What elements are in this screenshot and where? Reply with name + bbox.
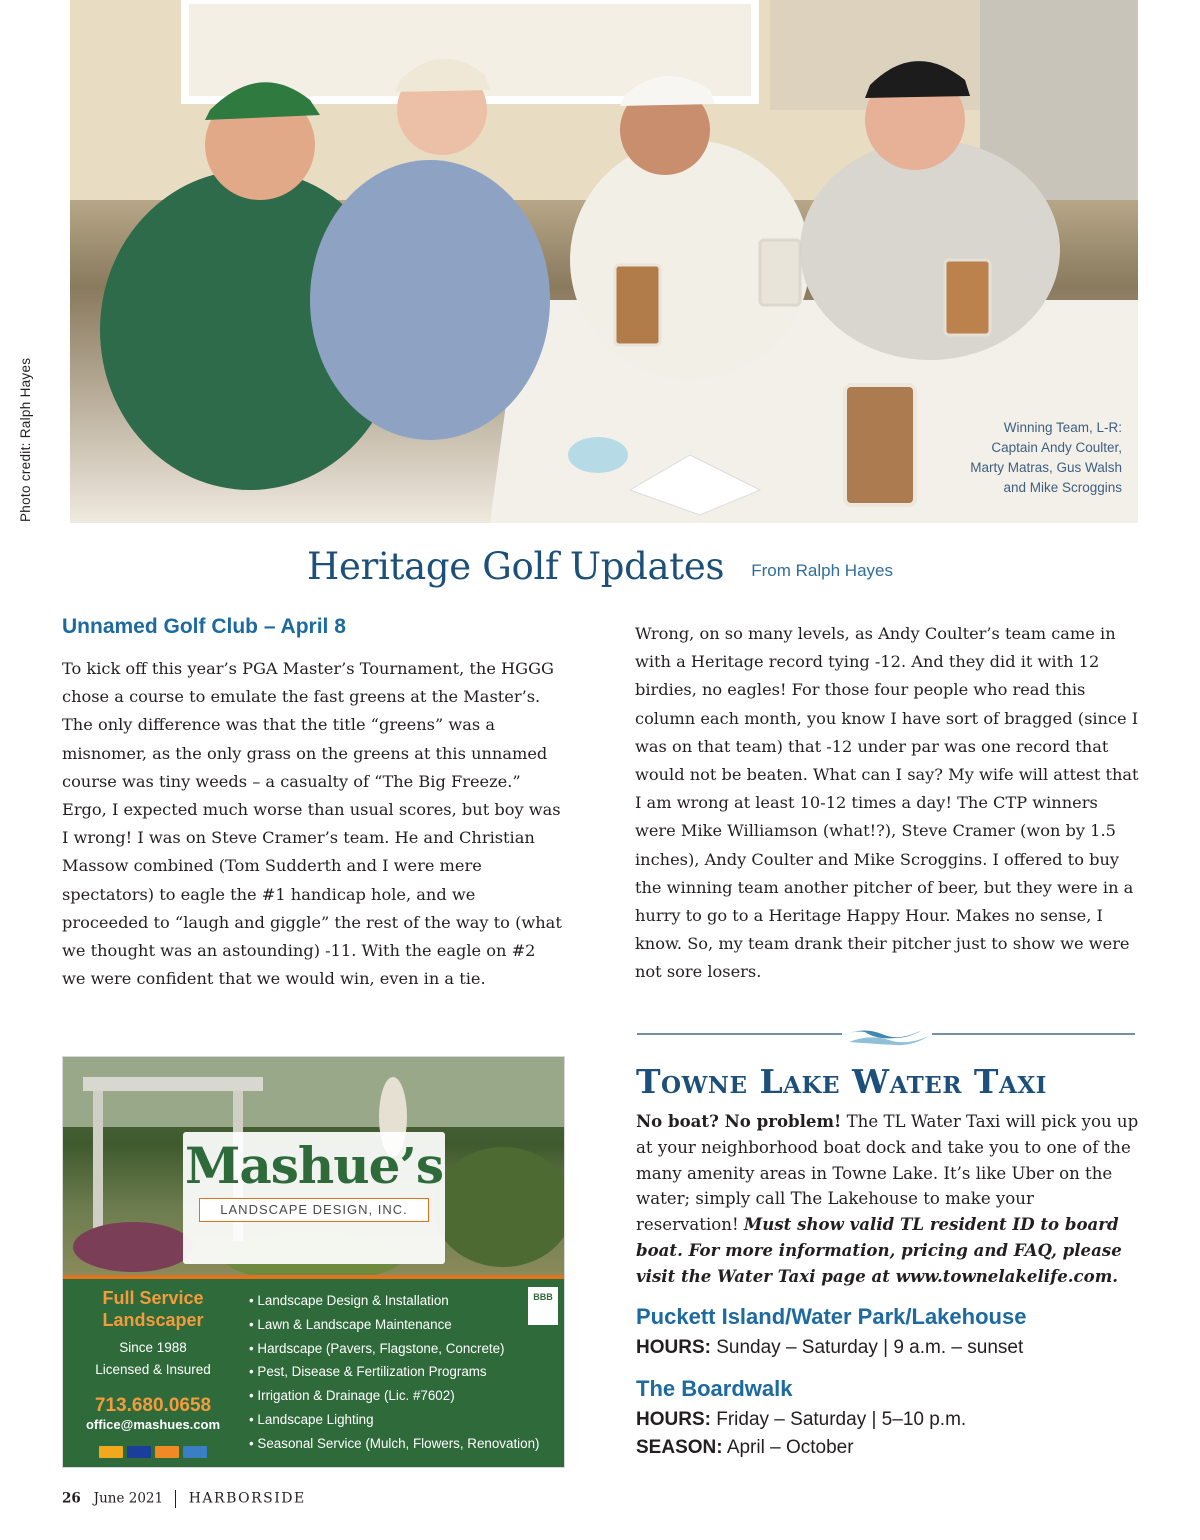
article-subhead: Unnamed Golf Club – April 8 bbox=[62, 615, 346, 638]
ad-service-item: • Landscape Design & Installation bbox=[249, 1289, 549, 1313]
season-value: April – October bbox=[726, 1436, 854, 1458]
water-taxi-body bbox=[636, 1109, 1141, 1290]
ad-garden-photo bbox=[63, 1057, 565, 1275]
ad-service-item: • Lawn & Landscape Maintenance bbox=[249, 1313, 549, 1337]
ad-services-list bbox=[249, 1289, 549, 1456]
article-title: Heritage Golf Updates bbox=[307, 545, 725, 588]
ad-logo-name: Mashue’s bbox=[185, 1136, 443, 1195]
amex-icon bbox=[183, 1446, 207, 1458]
article-right-column bbox=[635, 620, 1140, 987]
visa-icon bbox=[127, 1446, 151, 1458]
location-hours bbox=[636, 1334, 1141, 1362]
location-title: The Boardwalk bbox=[636, 1375, 793, 1401]
ad-service-item: • Seasonal Service (Mulch, Flowers, Renovation) bbox=[249, 1432, 549, 1456]
page-number: 26 bbox=[62, 1490, 81, 1507]
ad-contact-block bbox=[63, 1287, 243, 1458]
ad-phone[interactable]: 713.680.0658 bbox=[94, 1395, 212, 1416]
team-photo bbox=[70, 0, 1138, 523]
caption-line: and Mike Scroggins bbox=[1003, 480, 1122, 495]
photo-caption bbox=[970, 418, 1122, 498]
water-taxi-text: The TL Water Taxi will pick you up at your neighborhood boat dock and take you to one of the many amenity areas in Towne Lake. It’s like Uber on the water; simply call The Lakehouse to make your reservation! bbox=[636, 1112, 1139, 1235]
article-byline: From Ralph Hayes bbox=[751, 561, 893, 580]
caption-line: Winning Team, L-R: bbox=[1003, 420, 1122, 435]
caption-line: Captain Andy Coulter, bbox=[991, 440, 1122, 455]
water-taxi-title: Towne Lake Water Taxi bbox=[636, 1062, 1047, 1101]
location-hours bbox=[636, 1406, 1141, 1434]
ad-info-panel bbox=[63, 1279, 565, 1468]
ad-service-item: • Pest, Disease & Fertilization Programs bbox=[249, 1360, 549, 1384]
hours-value: Sunday – Saturday | 9 a.m. – sunset bbox=[716, 1336, 1024, 1358]
article-paragraph: Wrong, on so many levels, as Andy Coulter’s team came in with a Heritage record tying -12. And they did it with 12 birdies, no eagles! For those four people who read this column each month, you know I have sort of bragged (since I was on that team) that -12 under par was one record that would not be beaten. What can I say? My wife will attest that I am wrong at least 10-12 times a day! The CTP winners were Mike Williamson (what!?), Steve Cramer (won by 1.5 inches), Andy Coulter and Mike Scroggins. I offered to buy the winning team another pitcher of beer, but they were in a hurry to go to a Heritage Happy Hour. Makes no sense, I know. So, my team drank their pitcher just to show we were not sore losers. bbox=[635, 624, 1139, 982]
issue-date: June 2021 bbox=[93, 1490, 164, 1507]
payment-cards bbox=[63, 1446, 243, 1458]
hours-label: HOURS: bbox=[636, 1408, 711, 1430]
ad-tagline: Full Service bbox=[102, 1288, 204, 1308]
photo-credit: Photo credit: Ralph Hayes bbox=[18, 357, 33, 522]
water-taxi-section bbox=[636, 1062, 1141, 1462]
magazine-name: HARBORSIDE bbox=[188, 1490, 306, 1507]
mashues-advertisement[interactable] bbox=[62, 1056, 565, 1468]
footer-separator bbox=[175, 1490, 176, 1508]
hours-label: HOURS: bbox=[636, 1336, 711, 1358]
page-footer bbox=[62, 1490, 306, 1508]
mastercard-icon bbox=[99, 1446, 123, 1458]
ad-service-item: • Landscape Lighting bbox=[249, 1408, 549, 1432]
ad-tagline: Landscaper bbox=[102, 1310, 204, 1330]
season-label: SEASON: bbox=[636, 1436, 723, 1458]
article-header bbox=[0, 545, 1200, 588]
ad-service-item: • Hardscape (Pavers, Flagstone, Concrete) bbox=[249, 1337, 549, 1361]
ad-since: Since 1988 bbox=[119, 1340, 187, 1355]
ad-logo-subtitle: LANDSCAPE DESIGN, INC. bbox=[199, 1198, 429, 1222]
wave-divider bbox=[637, 1024, 1135, 1050]
ad-email[interactable]: office@mashues.com bbox=[85, 1417, 221, 1432]
caption-line: Marty Matras, Gus Walsh bbox=[970, 460, 1122, 475]
article-left-column bbox=[62, 615, 562, 993]
discover-icon bbox=[155, 1446, 179, 1458]
water-taxi-lead: No boat? No problem! bbox=[636, 1111, 842, 1131]
location-title: Puckett Island/Water Park/Lakehouse bbox=[636, 1303, 1027, 1329]
water-taxi-note: Must show valid TL resident ID to board boat. For more information, pricing and FAQ, please visit the Water Taxi page at www.townelakelife.com. bbox=[636, 1214, 1122, 1286]
ad-licensed: Licensed & Insured bbox=[95, 1362, 211, 1377]
location-season bbox=[636, 1434, 1141, 1462]
hours-value: Friday – Saturday | 5–10 p.m. bbox=[716, 1408, 967, 1430]
ad-service-item: • Irrigation & Drainage (Lic. #7602) bbox=[249, 1384, 549, 1408]
bbb-badge: BBB bbox=[528, 1287, 558, 1325]
article-paragraph: To kick off this year’s PGA Master’s Tournament, the HGGG chose a course to emulate the fast greens at the Master’s. The only difference was that the title “greens” was a misnomer, as the only grass on the greens at this unnamed course was tiny weeds – a casualty of “The Big Freeze.” Ergo, I expected much worse than usual scores, but boy was I wrong! I was on Steve Cramer’s team. He and Christian Massow combined (Tom Sudderth and I were mere spectators) to eagle the #1 handicap hole, and we proceeded to “laugh and giggle” the rest of the way to (what we thought was an astounding) -11. With the eagle on #2 we were confident that we would win, even in a tie. bbox=[62, 659, 562, 989]
ad-logo bbox=[183, 1132, 445, 1264]
